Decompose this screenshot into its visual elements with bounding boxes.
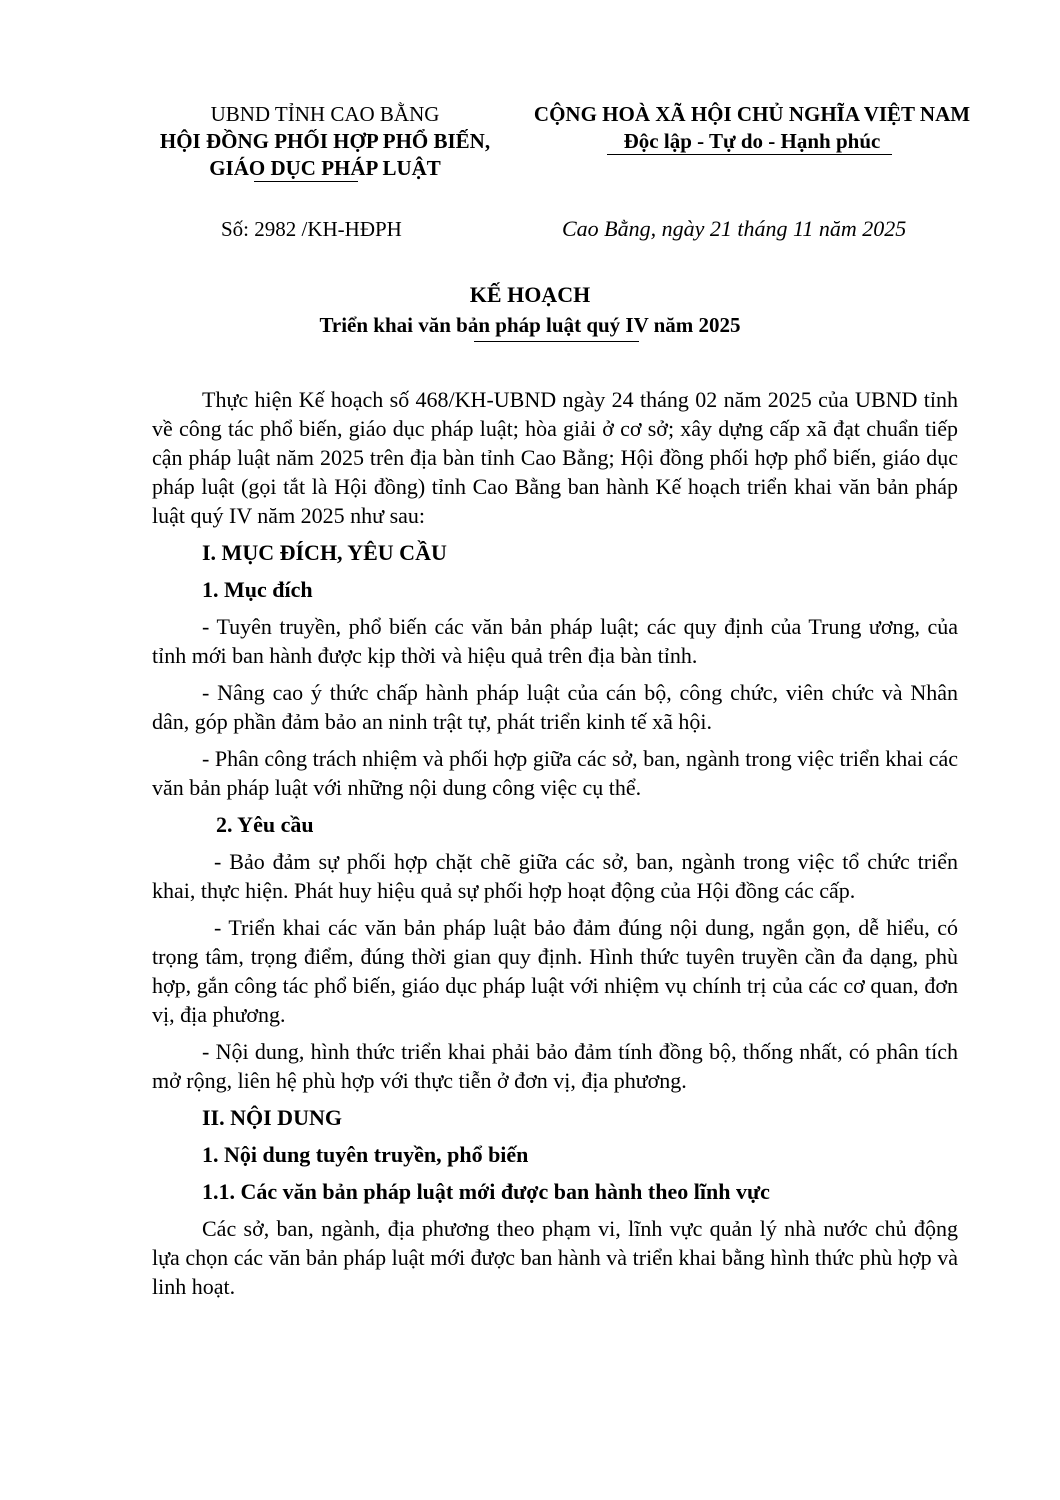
document-subject: Triển khai văn bản pháp luật quý IV năm 2025 <box>319 313 741 337</box>
nation-title: CỘNG HOÀ XÃ HỘI CHỦ NGHĨA VIỆT NAM <box>533 102 971 126</box>
section-1-1-heading: 1. Mục đích <box>202 577 313 602</box>
section-2-heading: II. NỘI DUNG <box>202 1105 342 1130</box>
national-title-block <box>522 101 982 155</box>
agency-name-line1: HỘI ĐỒNG PHỐI HỢP PHỔ BIẾN, <box>159 129 491 153</box>
agency-name-line2: GIÁO DỤC PHÁP LUẬT <box>209 156 441 180</box>
agency-top: UBND TỈNH CAO BẰNG <box>210 102 440 126</box>
agency-underline <box>254 181 358 182</box>
motto: Độc lập - Tự do - Hạnh phúc <box>623 129 881 153</box>
section-2-1-1-heading: 1.1. Các văn bản pháp luật mới được ban hành theo lĩnh vực <box>202 1179 770 1204</box>
section-2-1-heading: 1. Nội dung tuyên truyền, phổ biến <box>202 1142 529 1167</box>
title-underline <box>474 341 639 342</box>
document-body <box>152 385 958 1301</box>
requirement-item-1: - Bảo đảm sự phối hợp chặt chẽ giữa các sở, ban, ngành trong việc tổ chức triển khai, thực hiện. Phát huy hiệu quả sự phối hợp hoạt động của Hội đồng các cấp. <box>152 849 958 903</box>
place-date: Cao Bằng, ngày 21 tháng 11 năm 2025 <box>562 216 907 241</box>
section-1-heading: I. MỤC ĐÍCH, YÊU CẦU <box>202 540 447 565</box>
section-1-2-heading: 2. Yêu cầu <box>216 812 314 837</box>
issuing-agency-block <box>130 101 520 182</box>
requirement-item-2: - Triển khai các văn bản pháp luật bảo đảm đúng nội dung, ngắn gọn, dễ hiểu, có trọng tâm, trọng điểm, đúng thời gian quy định. Hình thức tuyên truyền cần đa dạng, phù hợp, gắn công tác phổ biến, giáo dục pháp luật với nhiệm vụ chính trị của các cơ quan, đơn vị, địa phương. <box>152 915 958 1027</box>
purpose-item-1: - Tuyên truyền, phổ biến các văn bản pháp luật; các quy định của Trung ương, của tỉnh mới ban hành được kịp thời và hiệu quả trên địa bàn tỉnh. <box>152 614 958 668</box>
intro-paragraph: Thực hiện Kế hoạch số 468/KH-UBND ngày 24 tháng 02 năm 2025 của UBND tỉnh về công tác phổ biến, giáo dục pháp luật; hòa giải ở cơ sở; xây dựng cấp xã đạt chuẩn tiếp cận pháp luật năm 2025 trên địa bàn tỉnh Cao Bằng; Hội đồng phối hợp phổ biến, giáo dục pháp luật (gọi tắt là Hội đồng) tỉnh Cao Bằng ban hành Kế hoạch triển khai văn bản pháp luật quý IV năm 2025 như sau: <box>152 387 958 528</box>
document-number: Số: 2982 /KH-HĐPH <box>221 217 402 241</box>
purpose-item-3: - Phân công trách nhiệm và phối hợp giữa các sở, ban, ngành trong việc triển khai các văn bản pháp luật với những nội dung công việc cụ thể. <box>152 746 958 800</box>
requirement-item-3: - Nội dung, hình thức triển khai phải bảo đảm tính đồng bộ, thống nhất, có phân tích mở rộng, liên hệ phù hợp với thực tiễn ở đơn vị, địa phương. <box>152 1039 958 1093</box>
document-type: KẾ HOẠCH <box>469 282 591 307</box>
motto-underline <box>607 154 892 155</box>
section-2-1-1-paragraph: Các sở, ban, ngành, địa phương theo phạm vi, lĩnh vực quản lý nhà nước chủ động lựa chọn các văn bản pháp luật mới được ban hành và triển khai bằng hình thức phù hợp và linh hoạt. <box>152 1216 958 1299</box>
purpose-item-2: - Nâng cao ý thức chấp hành pháp luật của cán bộ, công chức, viên chức và Nhân dân, góp phần đảm bảo an ninh trật tự, phát triển kinh tế xã hội. <box>152 680 958 734</box>
